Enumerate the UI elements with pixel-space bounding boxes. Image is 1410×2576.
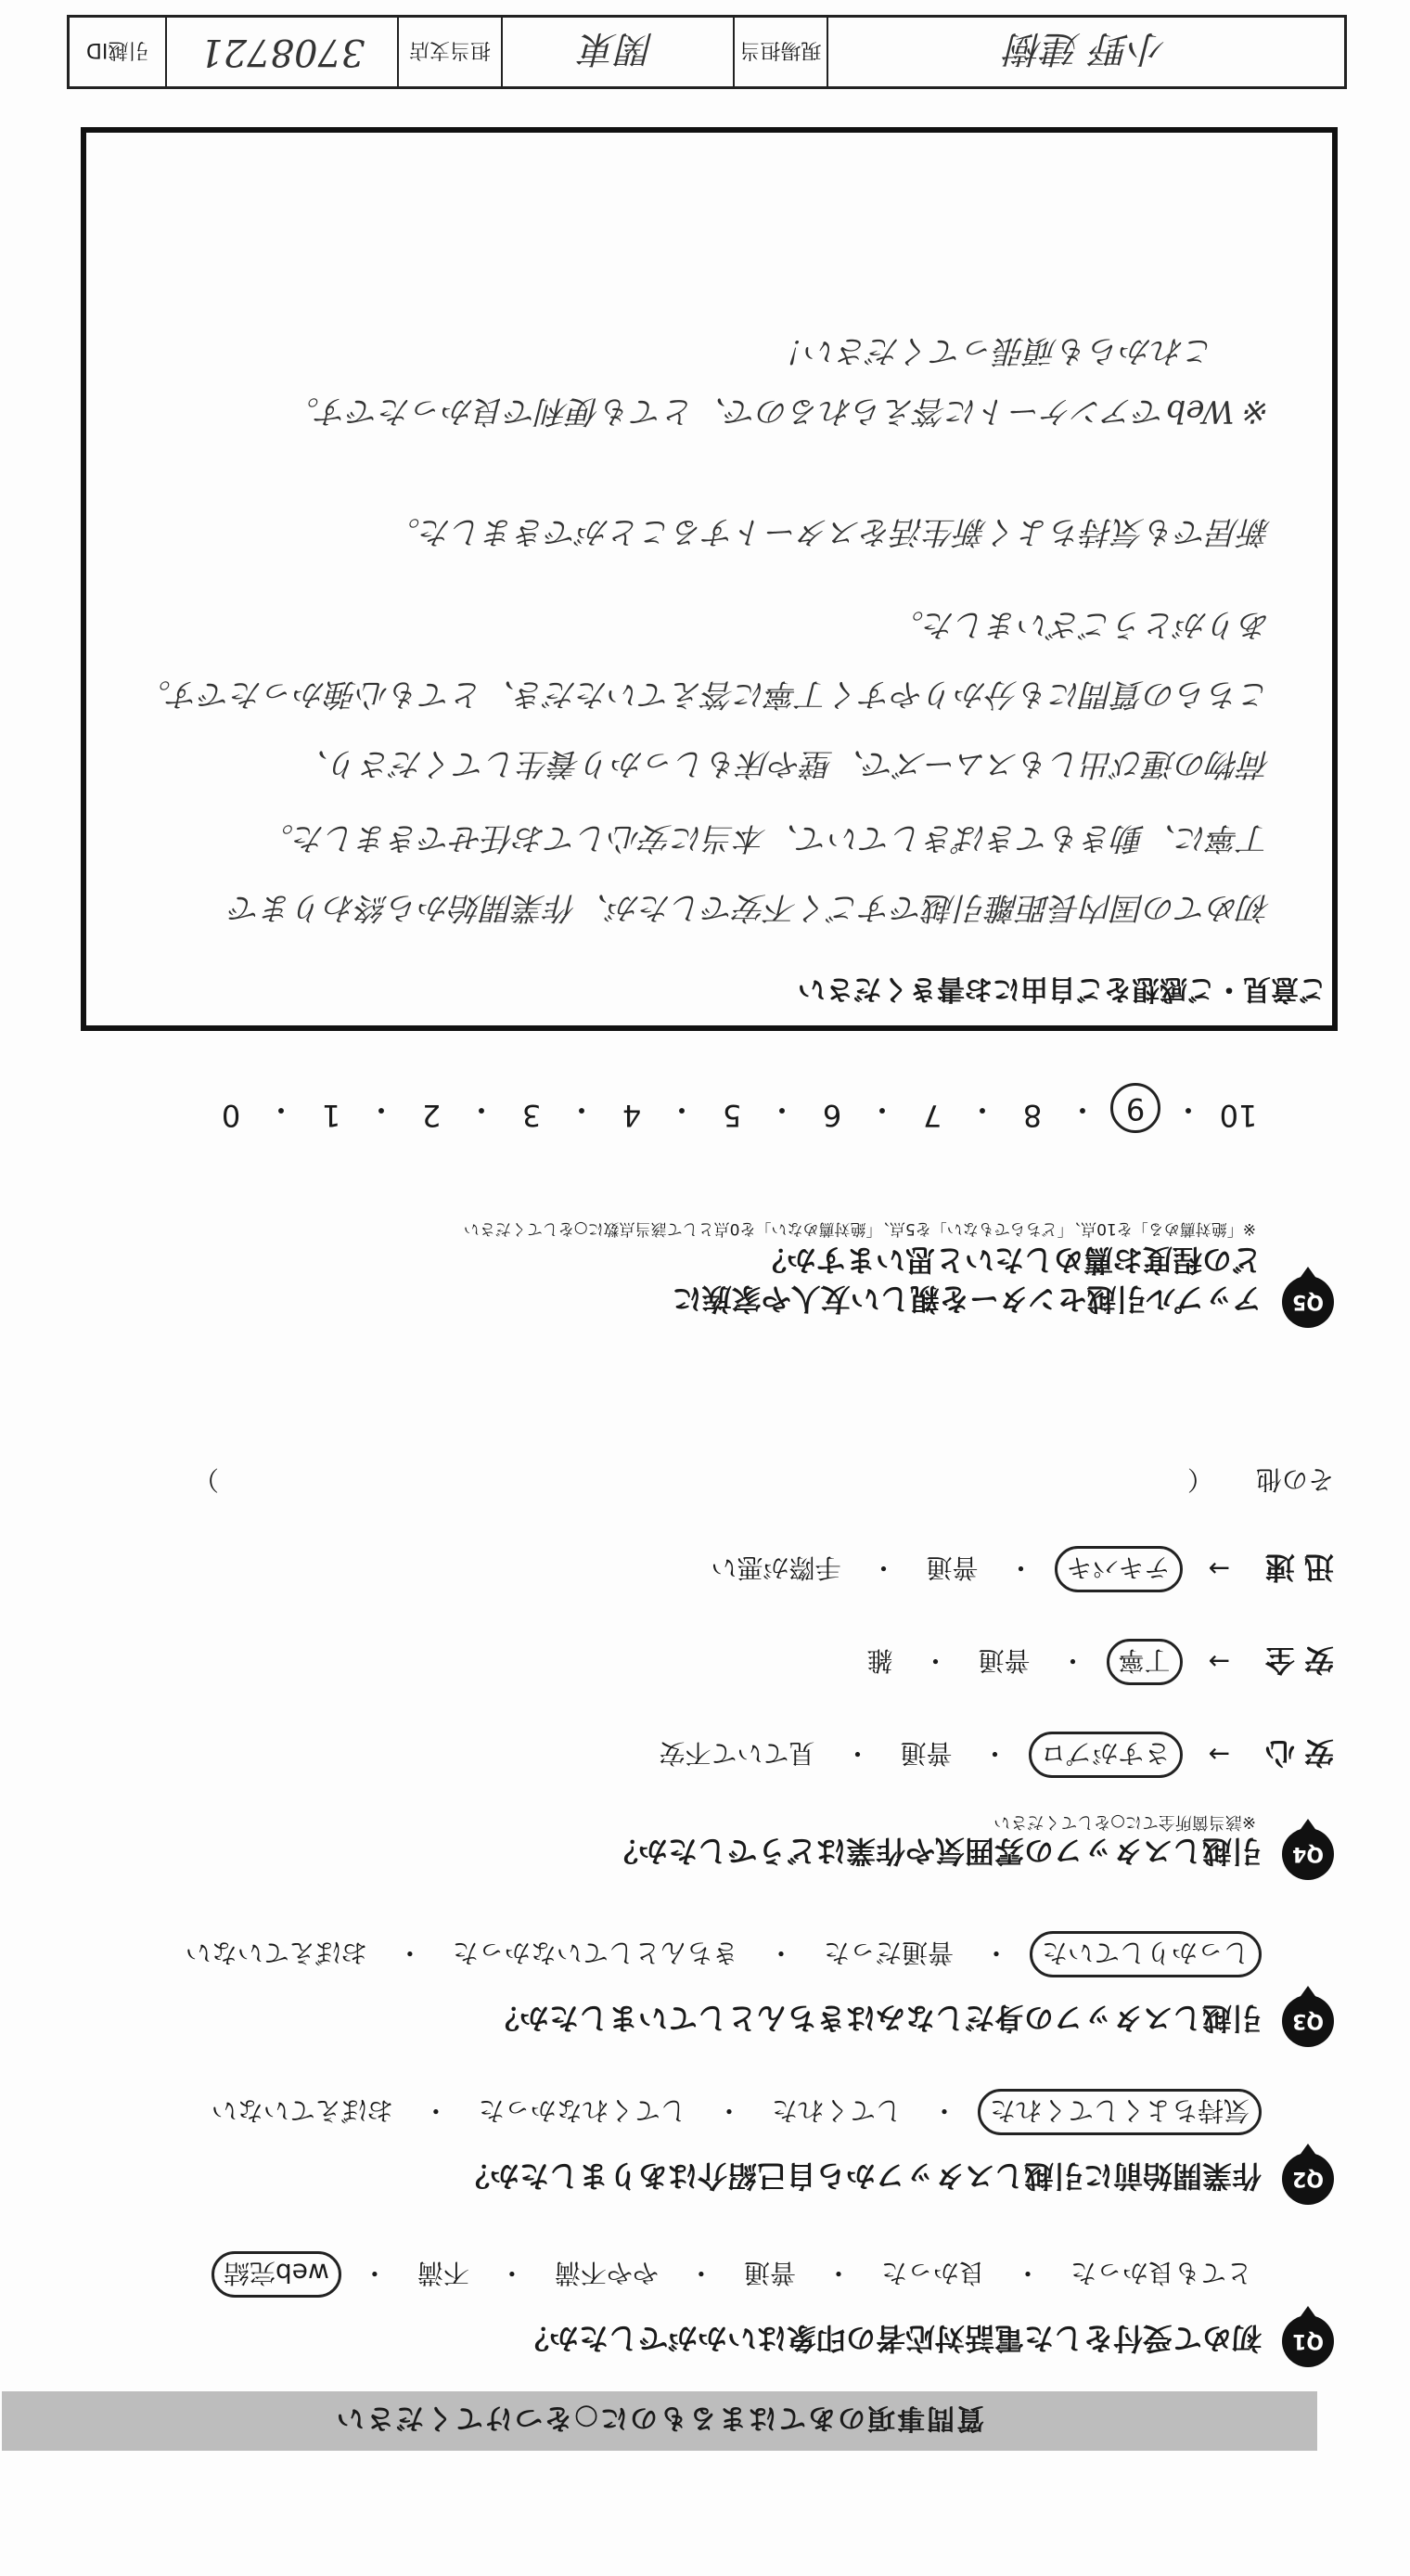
q2-option[interactable]: してくれた bbox=[771, 2095, 902, 2126]
q4-other-close: ） bbox=[192, 1464, 219, 1495]
q4-option[interactable]: 普通 bbox=[926, 1552, 979, 1583]
id-value: 3708721 bbox=[165, 18, 397, 86]
q4-badge: Q4 bbox=[1282, 1828, 1334, 1880]
scale-value[interactable]: 4 bbox=[622, 1098, 642, 1133]
q4-other-open: （ bbox=[1186, 1464, 1213, 1495]
q3-badge: Q3 bbox=[1282, 1995, 1334, 2047]
q2-option[interactable]: おぼえていない bbox=[211, 2095, 393, 2126]
id-label: 引越ID bbox=[85, 38, 149, 62]
q1-option[interactable]: 普通 bbox=[743, 2258, 796, 2288]
q3-option[interactable]: 普通だった bbox=[823, 1938, 954, 1968]
q5-text-line2: どの程度お薦めしたいと思いますか？ bbox=[756, 1243, 1262, 1278]
q4-row-anzen: 安全 → 丁寧 ・ 普通 ・ 雑 bbox=[857, 1639, 1334, 1685]
question-3 bbox=[54, 1926, 1334, 2047]
arrow-icon: → bbox=[1208, 1646, 1230, 1678]
comment-line: 荷物の運び出しもスムーズで、壁や床もしっかり養生してくださり、 bbox=[297, 745, 1271, 782]
comments-heading: ご意見・ご感想をご自由にお書きください bbox=[798, 972, 1327, 1005]
question-4 bbox=[54, 1397, 1334, 1880]
comment-line: ありがとうございました。 bbox=[892, 606, 1271, 643]
q4-category: 安全 bbox=[1255, 1642, 1334, 1678]
q2-option[interactable]: してくれなかった bbox=[478, 2095, 686, 2126]
q4-category: 安心 bbox=[1255, 1735, 1334, 1771]
q5-badge: Q5 bbox=[1282, 1276, 1334, 1328]
arrow-icon: → bbox=[1208, 1739, 1230, 1771]
scale-value[interactable]: 5 bbox=[722, 1098, 742, 1133]
q2-option-selected[interactable]: 気持ちよくしてくれた bbox=[978, 2089, 1262, 2135]
scale-value-selected[interactable]: 9 bbox=[1110, 1083, 1160, 1133]
id-bar bbox=[67, 15, 1347, 89]
scale-value[interactable]: 3 bbox=[521, 1098, 542, 1133]
q1-text: 初めて受付をした電話対応者の印象はいかがでしたか？ bbox=[519, 2321, 1262, 2356]
q1-options: とても良かった ・ 良かった ・ 普通 ・ やや不満 ・ 不満 ・ web完結 bbox=[212, 2251, 1262, 2298]
comment-line: 新居でも気持ちよく新生活をスタートすることができました。 bbox=[389, 513, 1271, 550]
q2-text: 作業開始前に引越しスタッフから自己紹介はありましたか？ bbox=[459, 2158, 1262, 2194]
q1-option[interactable]: やや不満 bbox=[554, 2258, 659, 2288]
question-5 bbox=[54, 1142, 1334, 1328]
q5-scale: 10 ・ 9 ・ 8 ・ 7 ・ 6 ・ 5 ・ 4 ・ 3 ・ 2 ・ 1 ・ 0 bbox=[199, 1083, 1271, 1133]
q4-option-selected[interactable]: さすがプロ bbox=[1029, 1732, 1183, 1778]
q4-option[interactable]: 普通 bbox=[978, 1645, 1031, 1676]
q1-option[interactable]: 不満 bbox=[417, 2258, 469, 2288]
q1-badge: Q1 bbox=[1282, 2315, 1334, 2367]
q3-option-selected[interactable]: しっかりしていた bbox=[1030, 1931, 1262, 1977]
branch-label: 担当支店 bbox=[397, 18, 500, 86]
q3-text: 引越しスタッフの身だしなみはきちんとしていましたか？ bbox=[489, 2001, 1262, 2036]
scale-value[interactable]: 10 bbox=[1219, 1098, 1258, 1133]
q3-option[interactable]: きちんとしていなかった bbox=[452, 1938, 738, 1968]
q4-option[interactable]: 手際が悪い bbox=[711, 1552, 841, 1583]
q4-option[interactable]: 雑 bbox=[866, 1645, 893, 1676]
q4-other-label: その他 bbox=[1255, 1464, 1334, 1495]
q4-category: 迅速 bbox=[1255, 1550, 1334, 1585]
q4-option[interactable]: 見ていて不安 bbox=[659, 1738, 815, 1769]
q4-option-selected[interactable]: 丁寧 bbox=[1107, 1639, 1183, 1685]
q5-note: ※「絶対薦める」を10点、「どちらでもない」を5点、「絶対薦めない」を0点として該当点数に○をしてください bbox=[463, 1219, 1256, 1238]
scale-value[interactable]: 8 bbox=[1022, 1098, 1043, 1133]
arrow-icon: → bbox=[1208, 1553, 1230, 1585]
scale-value[interactable]: 6 bbox=[822, 1098, 842, 1133]
q4-option[interactable]: 普通 bbox=[900, 1738, 953, 1769]
leader-label: 現場担当 bbox=[733, 18, 827, 86]
q1-option[interactable]: とても良かった bbox=[1070, 2258, 1252, 2288]
q3-option[interactable]: おぼえていない bbox=[185, 1938, 367, 1968]
comment-line: ※ Webでアンケートに答えられるので、とても便利で良かったです。 bbox=[288, 393, 1271, 430]
leader-value: 小野 建樹 bbox=[827, 18, 1344, 86]
q4-option-selected[interactable]: テキパキ bbox=[1055, 1546, 1183, 1592]
q4-row-other bbox=[100, 1462, 1334, 1500]
q4-note: ※該当箇所全てに○をしてください bbox=[993, 1812, 1256, 1832]
q4-row-jinsoku: 迅速 → テキパキ ・ 普通 ・ 手際が悪い bbox=[701, 1546, 1334, 1592]
question-2 bbox=[54, 2084, 1334, 2205]
q1-option[interactable]: 良かった bbox=[880, 2258, 985, 2288]
q5-text-line1: アップル引越センターを親しい友人や家族に bbox=[672, 1282, 1262, 1317]
comment-line: こちらの質問にも分かりやすく丁寧に答えていただき、とても心強かったです。 bbox=[139, 676, 1271, 713]
q2-badge: Q2 bbox=[1282, 2153, 1334, 2205]
q4-text: 引越しスタッフの雰囲気や作業はどうでしたか？ bbox=[608, 1834, 1262, 1869]
scale-value[interactable]: 2 bbox=[421, 1098, 442, 1133]
q1-option-selected[interactable]: web完結 bbox=[212, 2251, 341, 2298]
branch-value: 関東 bbox=[501, 18, 733, 86]
scale-value[interactable]: 7 bbox=[922, 1098, 942, 1133]
comment-line: これからも頑張ってください！ bbox=[774, 332, 1215, 369]
q3-options: しっかりしていた ・ 普通だった ・ きちんとしていなかった ・ おぼえていない bbox=[176, 1931, 1262, 1977]
scale-value[interactable]: 0 bbox=[221, 1098, 241, 1133]
instruction-banner: 質問事項のあてはまるものに○をつけてください bbox=[2, 2391, 1317, 2451]
q4-row-anshin: 安心 → さすがプロ ・ 普通 ・ 見ていて不安 bbox=[649, 1732, 1334, 1778]
comment-line: 丁寧に、動きもてきぱきしていて、本当に安心してお任せできました。 bbox=[262, 819, 1271, 857]
comment-line: 初めての国内長距離引越ですごく不安でしたが、作業開始から終わりまで bbox=[230, 889, 1271, 926]
question-1 bbox=[54, 2247, 1334, 2367]
q2-options: 気持ちよくしてくれた ・ してくれた ・ してくれなかった ・ おぼえていない bbox=[202, 2089, 1262, 2135]
scale-value[interactable]: 1 bbox=[321, 1098, 341, 1133]
